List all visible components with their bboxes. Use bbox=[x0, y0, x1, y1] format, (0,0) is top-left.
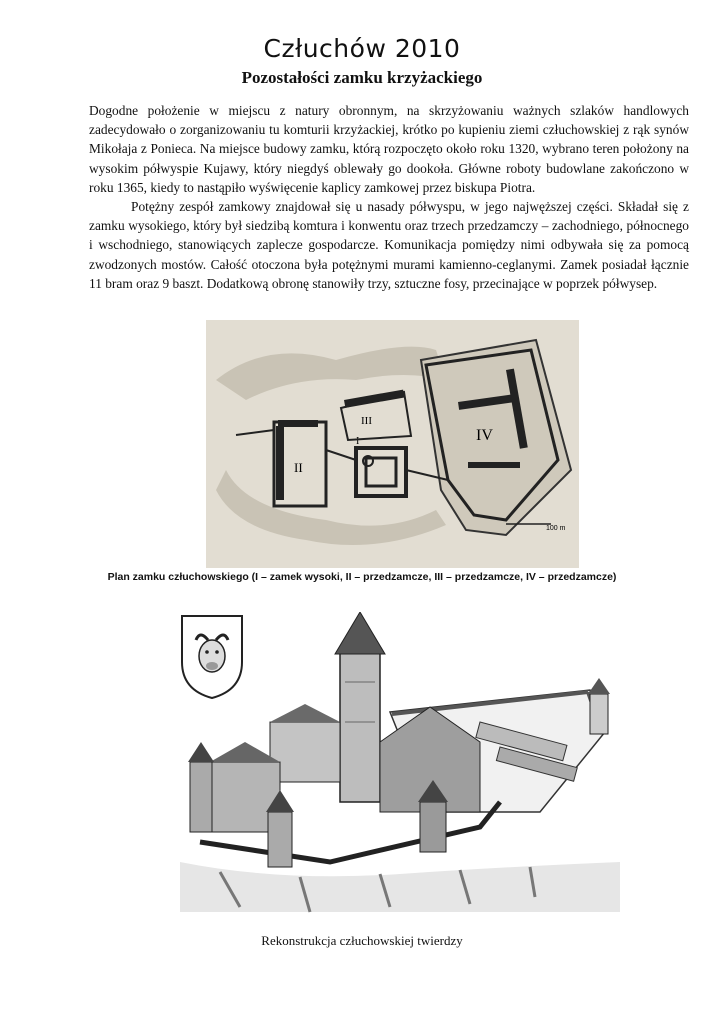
plan-label-ward3: III bbox=[361, 415, 372, 427]
plan-label-ward4: IV bbox=[476, 427, 493, 444]
castle-reconstruction-figure bbox=[180, 612, 620, 922]
document-title: Człuchów 2010 bbox=[263, 34, 461, 63]
castle-reconstruction-drawing bbox=[180, 612, 620, 922]
castle-plan-figure bbox=[206, 320, 579, 568]
plan-label-ward2: II bbox=[294, 460, 303, 475]
castle-plan-drawing bbox=[206, 320, 579, 568]
castle-caption: Rekonstrukcja człuchowskiej twierdzy bbox=[261, 933, 463, 948]
coat-of-arms-icon bbox=[182, 616, 242, 698]
plan-caption: Plan zamku człuchowskiego (I – zamek wysoki, II – przedzamcze, III – przedzamcze, IV – przedzamcze) bbox=[107, 571, 617, 583]
plan-label-ward1: I bbox=[356, 436, 360, 447]
paragraph-1: Dogodne położenie w miejscu z natury obronnym, na skrzyżowaniu ważnych szlaków handlowych zadecydowało o zorganizowaniu tu komturii krzyżackiej, krótko po kupieniu ziemi człuchowskiej z rąk synów Mikołaja z Ponieca. Na miejsce budowy zamku, którą rozpoczęto około roku 1320, wybrano teren położony na wysokim półwyspie Kujawy, który niegdyś oblewały go dookoła. Główne roboty budowlane zakończono w roku 1365, kiedy to nastąpiło wyświęcenie kaplicy zamkowej przez biskupa Piotra. bbox=[89, 103, 689, 195]
plan-scale-label: 100 m bbox=[546, 525, 566, 532]
paragraph-2: Potężny zespół zamkowy znajdował się u nasady półwyspu, w jego najwęższej części. Składał się z zamku wysokiego, który był siedzibą komtura i konwentu oraz trzech przedzamczy – zachodniego, północnego i wschodniego, stanowiących zaplecze gospodarcze. Komunikacja pomiędzy nimi odbywała się za pomocą zwodzonych mostów. Całość otoczona była potężnymi murami kamienno-ceglanymi. Zamek posiadał łącznie 11 bram oraz 9 baszt. Dodatkową obronę stanowiły trzy, sztuczne fosy, przecinające w poprzek półwysep. bbox=[89, 199, 689, 291]
document-subtitle: Pozostałości zamku krzyżackiego bbox=[241, 68, 483, 87]
